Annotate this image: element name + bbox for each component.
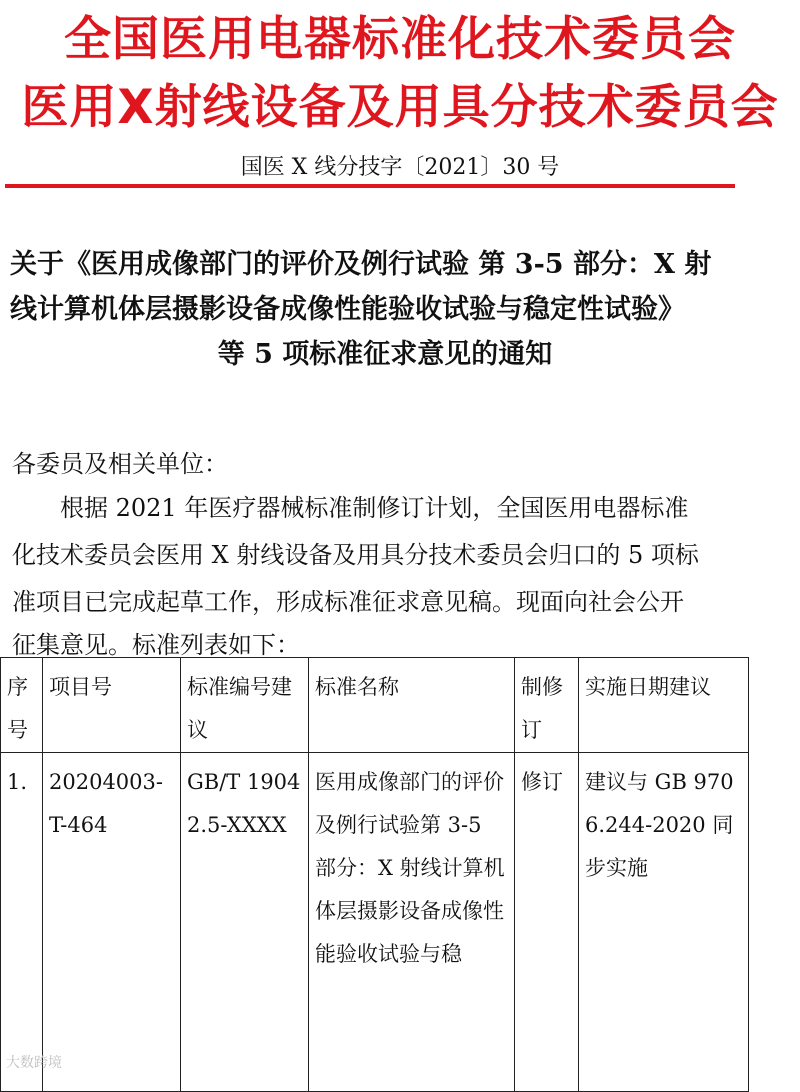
red-divider (5, 184, 735, 188)
paragraph-line: 化技术委员会医用 X 射线设备及用具分技术委员会归口的 5 项标 (12, 541, 699, 569)
cell-type: 修订 (515, 753, 579, 1092)
committee-name-line2: 医用X射线设备及用具分技术委员会 (21, 80, 779, 135)
document-number: 国医 X 线分技字〔2021〕30 号 (240, 155, 560, 180)
cell-seq: 1. (1, 753, 43, 1092)
salutation: 各委员及相关单位： (12, 450, 228, 478)
notice-title-line3: 等 5 项标准征求意见的通知 (217, 339, 553, 370)
cell-project: 20204003-T-464 (43, 753, 181, 1092)
paragraph-line: 征集意见。标准列表如下： (12, 631, 300, 659)
cell-std-no: GB/T 19042.5-XXXX (181, 753, 309, 1092)
header-project: 项目号 (43, 658, 181, 753)
header-std-no: 标准编号建议 (181, 658, 309, 753)
watermark: 大数跨境 (6, 1055, 62, 1071)
table-row (1, 753, 749, 1092)
paragraph-line: 准项目已完成起草工作，形成标准征求意见稿。现面向社会公开 (12, 588, 684, 616)
header-name: 标准名称 (309, 658, 515, 753)
header-seq: 序号 (1, 658, 43, 753)
header-date: 实施日期建议 (579, 658, 749, 753)
notice-title-line1: 关于《医用成像部门的评价及例行试验 第 3-5 部分：X 射 (10, 249, 712, 280)
notice-title-line2: 线计算机体层摄影设备成像性能验收试验与稳定性试验》 (10, 294, 685, 325)
paragraph-line: 根据 2021 年医疗器械标准制修订计划，全国医用电器标准 (60, 494, 689, 522)
header-type: 制修订 (515, 658, 579, 753)
committee-name-line1: 全国医用电器标准化技术委员会 (64, 12, 736, 67)
cell-date: 建议与 GB 9706.244-2020 同步实施 (579, 753, 749, 1092)
table-header-row (1, 658, 749, 753)
standards-table (0, 657, 749, 1092)
cell-name: 医用成像部门的评价及例行试验第 3-5 部分：X 射线计算机体层摄影设备成像性能验收试验与稳 (309, 753, 515, 1092)
